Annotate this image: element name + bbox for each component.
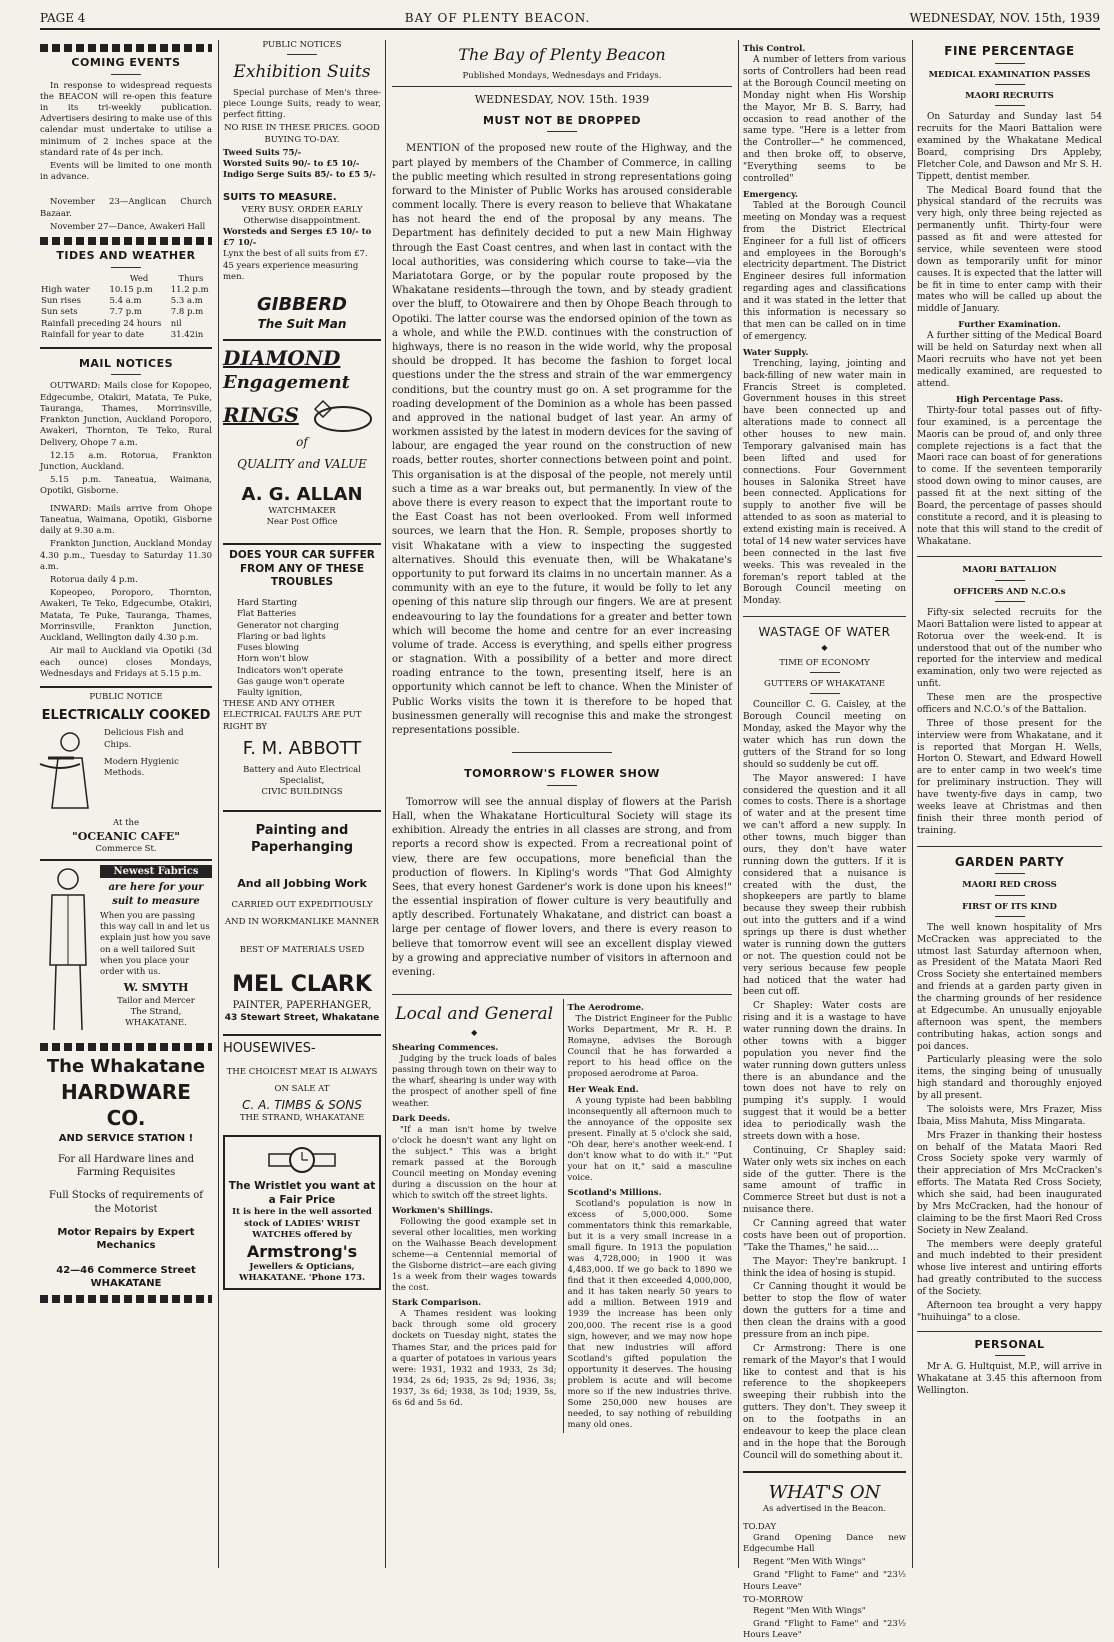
diamond-title: DIAMOND — [223, 345, 341, 370]
personal-heading: PERSONAL — [974, 1337, 1045, 1351]
diamond-ring-icon — [305, 395, 375, 435]
fine-percentage-heading: FINE PERCENTAGE — [944, 44, 1075, 58]
list-item: Generator not charging — [237, 620, 339, 631]
waitress-icon — [40, 728, 100, 818]
wristwatch-icon — [267, 1144, 337, 1176]
page-number: PAGE 4 — [40, 11, 86, 25]
table-row: Rainfall preceding 24 hours nil — [41, 318, 182, 329]
list-item: Flaring or bad lights — [237, 631, 326, 642]
garden-party-heading: GARDEN PARTY — [954, 854, 1065, 869]
car-trouble-title: DOES YOUR CAR SUFFER FROM ANY OF THESE TROUBLES — [229, 548, 375, 589]
table-row: Sun sets 7.7 p.m 7.8 p.m — [41, 307, 204, 318]
mail-heading: MAIL NOTICES — [78, 356, 174, 370]
divider — [40, 237, 212, 245]
editorial-heading: MUST NOT BE DROPPED — [483, 113, 641, 127]
local-general-heading: Local and General — [395, 1004, 554, 1025]
coming-events-heading: COMING EVENTS — [71, 56, 181, 69]
event-item: November 27—Dance, Awakeri Hall — [50, 221, 206, 232]
column-2: PUBLIC NOTICES Exhibition Suits Special purchase of Men's three-piece Lounge Suits, ready to wear, perfect fitting. NO RISE IN THESE PRICES. GOOD BUYING TO-DAY. Tweed Suits 75/- Worsted Suits 90/- to £5 10/- Indigo Serge Suits 85/- to £5 5/- SUITS TO MEASURE. VERY BUSY. ORDER EARLY Otherwise disappointment. Worsteds and Serges £5 10/- to £7 10/- Lynx the best of all suits from £7. 45 years experience measuring men. GIBBERD The Suit Man DIAMOND Engagement RINGS of QUALITY and VALUE A. G. ALLAN WATCHMAKER Near Post Office DOES YOUR CAR SUFFER FROM ANY OF THESE TROUBLES Hard Starting Flat Batteries Generator not charging Flaring or bad lights Fuses blowing Horn won't blow Indicators won't operate Gas gauge won't operate Faulty ignition, THESE AND ANY OTHER ELECTRICAL FAULTS ARE PUT RIGHT BY F. M. ABBOTT Battery and Auto Electrical Specialist, CIVIC BUILDINGS Painting and Paperhanging And all Jobbing Work CARRIED OUT EXPEDITIOUSLY AND IN WORKMANLIKE MANNER BEST OF MATERIALS USED MEL CLARK PAINTER, PAPERHANGER, 43 Stewart Street, Whakatane HOUSEWIVES- THE CHOICEST MEAT IS ALWAYS ON SALE AT C. A. TIMBS & SONS THE STRAND, WHAKATANE The Wristlet you want at a Fair Price It is here in the well assorted stock of LADIES' WRIST WATCHES offered by Armstrong's Jewellers & Opticians, WHAKATANE. 'Phone 173. — [218, 40, 386, 1568]
painting-title: Painting and Paperhanging — [250, 823, 354, 856]
event-item: November 23—Anglican Church Bazaar. — [40, 197, 212, 219]
list-item: Horn won't blow — [237, 654, 309, 665]
cafe-ad-title: ELECTRICALLY COOKED — [41, 708, 211, 724]
list-item: Gas gauge won't operate — [237, 676, 345, 687]
wastage-heading: WASTAGE OF WATER — [758, 625, 891, 640]
armstrongs-name: Armstrong's — [246, 1242, 358, 1262]
editorial-body: MENTION of the proposed new route of the Highway, and the part played by members of the Chamber of Commerce, in calling the public meeting which resulted in strong representations going forward to the Minister of Public Works has aroused considerable comment locally. There is every reason to believe that Whakatane has not heard the end of the proposal by any means. The Department has definitely decided to put a new Main Highway through the East Coast centres, and when last in contact with the local authorities, was considering which course to take—via the Mariatotara Gorge, or by the popular route proposed by the Whakatane residents—through the town, and by steady gradient over the bluff, to Otowairere and then by Ohope Beach through to Opotiki. The latter course was the endorsed opinion of the town as a whole, and while the P.W.D. continues with the construction of highways, there is no reason in the wide world, why the proposal should be dropped. It has become the fashion to forget local questions under the the stress and strain of the war emmergency conditions, but the country must go on. A set programme for the roading development of the Dominion as a whole has been passed and approved in the national budget of last year. An army of workmen assisted by the latest in modern devices for the saving of labour, are engaged the year round on the construction of new roads, better routes, shorter connections between point and point. This organisation is at the disposal of the people, not merely until such a time as a war breaks out, but permanently. In view of the above there is every reason to expect that the important route to the East Coast has not been overlooked. From well informed sources, we learn that the Hon. R. Semple, proposes shortly to visit Whakatane with a view to inspecting the suggested alternatives. Should this evenuate then, will be Whakatane's opportunity to put forward its claims in no uncertain manner. As a community with an eye to the future, it would be folly to let any opening of this nature slip through our fingers. We are at present endeavouring to lay the foundations for a greater and better town which will become the home and centre for an ever increasing volume of trade. Access is everything, and spells either progress or stagnation. With a possibility of a better and more direct roading entrance to the town, presenting itself, here is an opportunity which cannot be left to chance. When the Minister of Public Works visits the town it is therefore to be hoped that businessmen generally will recognise this and make the strongest representations possible. — [392, 143, 732, 737]
tides-table: Wed Thurs High water 10.15 p.m 11.2 p.m Sun rises 5.4 a.m 5.3 a.m Sun sets 7.7 p.m 7.8 p.m Rainfall preceding 24 hours nil Rainfall for year to date 31.42in — [40, 274, 212, 341]
coming-events-text: In response to widespread requests the BEACON will re-open this feature in its tri-weekly publication. Advertisers desiring to make use of this calendar must undertake to utilise a minimum of 2 inches space at the standard rate of 4s per inch. — [40, 80, 212, 158]
column-1: COMING EVENTS In response to widespread requests the BEACON will re-open this feature in its tri-weekly publication. Advertisers desiring to make use of this calendar must undertake to utilise a minimum of 2 inches space at the standard rate of 4s per inch. Events will be limited to one month in advance. November 23—Anglican Church Bazaar. November 27—Dance, Awakeri Hall TIDES AND WEATHER Wed Thurs High water 10.15 p.m 11.2 p.m Sun rises 5.4 a.m 5.3 a.m Sun sets 7.7 p.m 7.8 p.m Rainfall preceding 24 hours nil Rainfall for year to date 31.42in MAIL NOTICES OUTWARD: Mails close for Kopopeo, Edgecumbe, Otakiri, Matata, Te Puke, Tauranga, Thames, Morrinsville, Frankton Junction, Auckland Poroporo, Awakeri, Thornton, Te Teko, Rural Delivery, Ohope 7 a.m. 12.15 a.m. Rotorua, Frankton Junction, Auckland. 5.15 p.m. Taneatua, Waimana, Opotiki, Gisborne. INWARD: Mails arrive from Ohope Taneatua, Waimana, Opotiki, Gisborne daily at 9.30 a.m. Frankton Junction, Auckland Monday 4.30 p.m., Tuesday to Saturday 11.30 a.m. Rotorua daily 4 p.m. Kopeopeo, Poroporo, Thornton, Awakeri, Te Teko, Edgecumbe, Otakiri, Matata, Te Puke, Tauranga, Thames, Morrinsville, Frankton Junction, Auckland, Wellington daily 4.30 p.m. Air mail to Auckland via Opotiki (3d each ounce) closes Mondays, Wednesdays and Fridays at 5.15 p.m. PUBLIC NOTICE ELECTRICALLY COOKED Delicious Fish and Chips. Modern Hygienic Methods. At the "OCEANIC CAFE" Commerce St. Newest Fabrics are here for your suit to measure When you are passing this way call in and let us explain just how you save on a well tailored Suit when you place your order with us. W. SMYTH Tailor and Mercer The Strand, WHAKATANE. The Whakatane HARDWARE CO. AND SERVICE STATION ! For all Hardware lines and Farming Requisites Full Stocks of requirements of the Motorist Motor Repairs by Expert Mechanics 42—46 Commerce Street WHAKATANE — [40, 40, 212, 1568]
gibberd-name: GIBBERD — [256, 294, 347, 316]
column-3: The Bay of Plenty Beacon Published Mondays, Wednesdays and Fridays. WEDNESDAY, NOV. 15th. 1939 MUST NOT BE DROPPED MENTION of the proposed new route of the Highway, and the part played by members of the Chamber of Commerce, in calling the public meeting which resulted in strong representations going forward to the Minister of Public Works has aroused considerable comment locally. There is every reason to believe that Whakatane has not heard the end of the proposal by any means. The Department has definitely decided to put a new Main Highway through the East Coast centres, and when last in contact with the local authorities, was considering which course to take—via the Mariatotara Gorge, or by the popular route proposed by the Whakatane residents—through the town, and by steady gradient over the bluff, to Otowairere and then by Ohope Beach through to Opotiki. The latter course was the endorsed opinion of the town as a whole, and while the P.W.D. continues with the construction of highways, there is no reason in the wide world, why the proposal should be dropped. It has become the fashion to forget local questions under the the stress and strain of the war emmergency conditions, but the country must go on. A set programme for the roading development of the Dominion as a whole has been passed and approved in the national budget of last year. An army of workmen assisted by the latest in modern devices for the saving of labour, are engaged the year round on the construction of new roads, better routes, shorter connections between point and point. This organisation is at the disposal of the people, not merely until such a time as a war breaks out, but permanently. In view of the above there is every reason to expect that the important route to the East Coast has not been overlooked. From well informed sources, we learn that the Hon. R. Semple, proposes shortly to visit Whakatane with a view to inspecting the suggested alternatives. Should this evenuate then, will be Whakatane's opportunity to put forward its claims in no uncertain manner. As a community with an eye to the future, it would be folly to let any opening of this nature slip through our fingers. We are at present endeavouring to lay the foundations for a greater and better town which will become the home and centre for an ever increasing volume of trade. Access is everything, and spells either progress or stagnation. With a possibility of a better and more direct roading entrance to the town, presenting itself, here is an opportunity which cannot be left to chance. When the Minister of Public Works visits the town it is therefore to be hoped that businessmen generally will recognise this and make the strongest representations possible. TOMORROW'S FLOWER SHOW Tomorrow will see the annual display of flowers at the Parish Hall, when the Whakatane Horticultural Society will stage its exhibition. Already the entries in all classes are strong, and from reports a record show is expected. From a recreational point of view, there are few occupations, more beneficial than the production of flowers. In Kipling's words "That God Almighty Sees, that every honest Gardener's work is done upon his knees!" the essential inspiration of flower culture is very beautifully and aptly described. Fortunately Whakatane, and district can boast a large per centage of flower lovers, and there is every reason to believe that tomorrow event will see an excellent display viewed by a growing and appreciative number of visitors in afternoon and evening. Local and General ◆ Shearing Commences. Judging by the truck loads of bales passing through town on their way to the wharf, shearing is under way with the prospect of another spell of fine weather. Dark Deeds. "If a man isn't home by twelve o'clock he doesn't want any light on the subject." This was a bright remark passed at the Borough Council meeting on Monday evening during a discussion on the hour at which to switch off the street lights. Workmen's Shillings. Following the good example set in several other localities, men working on the Waihasse Beach development scheme—a Centennial memorial of the Gisborne district—are each giving 1s a week from their wages towards the cost. Stark Comparison. A Thames resident was looking back through some old grocery dockets on Tuesday night, states the Thames Star, and the prices paid for a quarter of potatoes in various years were: 1931, 1932 and 1933, 2s 3d; 1934, 2s 6d; 1935, 2s 9d; 1936, 3s; 1937, 3s 6d; 1938, 3s 10d; 1939, 5s, 6s 6d and 5s 6d. The Aerodrome. The District Engineer for the Public Works Department, Mr R. H. P. Romayne, advises the Borough Council that he has forwarded a report to his head office on the proposed aerodrome at Paroa. Her Weak End. A young typiste had been babbling inconsequently all afternoon much to the annoyance of the opposite sex present. Finally at 5 o'clock she said, "Oh dear, here's another week-end. I don't know what to do with it." "Put your hat on it," said a masculine voice. Scotland's Millions. Scotland's population is now in excess of 5,000,000. Some commentators think this remarkable, but it is a very small increase in a small figure. In 1913 the population was 4,728,000; in 1900 it was 4,483,000. If we go back to 1890 we find that it then exceeded 4,000,000, and it has taken nearly 50 years to add a million. Between 1919 and 1939 the increase has been only 200,000. The recent rise is a good sign, however, and we may now hope that new industries will afford Scotland's gifted population the opportunity it deserves. The housing problem is acute and will become more so if the new industries thrive. Some 250,000 new houses are needed, to say nothing of rebuilding many old ones. — [392, 40, 732, 1568]
smyth-name: W. SMYTH — [123, 981, 189, 995]
coming-events-note: Events will be limited to one month in advance. — [40, 161, 212, 183]
housewives-title: HOUSEWIVES- — [223, 1041, 316, 1057]
page-header — [40, 8, 1100, 30]
table-row: High water 10.15 p.m 11.2 p.m — [41, 284, 209, 295]
list-item: Fuses blowing — [237, 643, 300, 654]
divider — [40, 1295, 212, 1303]
divider — [40, 44, 212, 52]
page-date: WEDNESDAY, NOV. 15th, 1939 — [909, 11, 1100, 25]
list-item: Indicators won't operate — [237, 665, 343, 676]
column-4: This Control. A number of letters from various sorts of Controllers had been read at the Borough Council meeting on Monday night when His Worship the Mayor, Mr B. S. Barry, had occasion to read another of the same type. "Here is a letter from the Controller—" he commenced, and then broke off, to observe, "Everything seems to be controlled" Emergency. Tabled at the Borough Council meeting on Monday was a request from the District Electrical Engineer for a full list of officers and employees in the Borough's electricity department. The District Engineer desires full information regarding ages and classifications and it was stated in the letter that this information is necessary so that men can be called on in time of emergency. Water Supply. Trenching, laying, jointing and back-filling of new water main in Francis Street is completed. Government houses in this street have been connected up and alterations made to connect all other houses to new main. Temporary galvanised main has been lifted and used for connections. Four Government houses in Salonika Street have been connected. Applications for supply to another five will be attended to as soon as material to extend existing main is received. A total of 14 new water services have been connected in the last five weeks. This was revealed in the foreman's report tabled at the Borough Council meeting on Monday. WASTAGE OF WATER ◆ TIME OF ECONOMY GUTTERS OF WHAKATANE Councillor C. G. Caisley, at the Borough Council meeting on Monday, asked the Mayor why the water which has run down the gutters of the Strand for so long should so suddenly be cut off. The Mayor answered: I have considered the question and it all comes to costs. There is a shortage of water and at the present time we can't afford a new supply. In other towns, much bigger than ours, they don't have water running down the gutters. If it is considered that a nuisance is created with the dust, the shopkeepers are partly to blame because they sweep their rubbish out into the gutters and if a wind springs up there is dust whether water is running down the gutters or not. The question could not be very serious because few people had noticed that the water had been cut off. Cr Shapley: Water costs are rising and it is a wastage to have water running down the drains. In other towns with a bigger population you never find the water running down gutters unless there is an abundance and the town does not have to rely on pumping it's supply. I would suggest that it would be a better idea to periodically wash the streets down with a hose. Continuing, Cr Shapley said: Water only wets six inches on each side of the gutter. There is the same amount of traffic in Commerce Street but dust is not a nuisance there. Cr Canning agreed that water costs have been out of proportion. "Take the Thames," he said.... The Mayor: They're bankrupt. I think the idea of hosing is stupid. Cr Canning thought it would be better to stop the flow of water down the gutters for a time and then clean the drains with a good pressure from an inch pipe. Cr Armstrong: There is one remark of the Mayor's that I would like to contest and that is his reference to the shopkeepers sweeping their rubbish into the gutters. They don't. They sweep it on to the footpaths in an endeavour to keep the place clean and in the hope that the Borough Council will do something about it. WHAT'S ON As advertised in the Beacon. TO.DAY Grand Opening Dance new Edgecumbe Hall Regent "Men With Wings" Grand "Flight to Fame" and "23½ Hours Leave" TO-MORROW Regent "Men With Wings" Grand "Flight to Fame" and "23½ Hours Leave" — [738, 40, 906, 1568]
flower-show-body: Tomorrow will see the annual display of flowers at the Parish Hall, when the Whakatane Horticultural Society will stage its exhibition. Already the entries in all classes are strong, and from reports a record show is expected. From a recreational point of view, there are few occupations, more beneficial than the production of flowers. In Kipling's words "That God Almighty Sees, that every honest Gardener's work is done upon his knees!" the essential inspiration of flower culture is very beautifully and aptly described. Fortunately Whakatane, and district can boast a large per centage of flower lovers, and there is every reason to believe that tomorrow event will see an excellent display viewed by a growing and appreciative number of visitors in afternoon and evening. — [392, 796, 732, 978]
public-notices-label: PUBLIC NOTICES — [262, 40, 342, 50]
tailored-man-icon — [40, 865, 96, 1035]
table-row: Sun rises 5.4 a.m 5.3 a.m — [41, 296, 203, 307]
divider — [40, 1043, 212, 1051]
public-notice-label: PUBLIC NOTICE — [89, 691, 163, 702]
car-trouble-list — [223, 598, 381, 699]
exhibition-suits-title: Exhibition Suits — [233, 62, 371, 83]
cafe-name: "OCEANIC CAFE" — [72, 829, 180, 843]
table-row: Rainfall for year to date 31.42in — [41, 329, 204, 340]
hardware-title: The Whakatane — [46, 1056, 206, 1078]
masthead: The Bay of Plenty Beacon — [458, 45, 666, 64]
timbs-name: C. A. TIMBS & SONS — [242, 1097, 362, 1112]
paper-title: BAY OF PLENTY BEACON. — [404, 11, 591, 25]
tides-heading: TIDES AND WEATHER — [56, 249, 196, 263]
list-item: Flat Batteries — [237, 609, 297, 620]
list-item: Faulty ignition, — [237, 688, 303, 699]
column-5: FINE PERCENTAGE MEDICAL EXAMINATION PASSES MAORI RECRUITS On Saturday and Sunday last 54 recruits for the Maori Battalion were examined by the Whakatane Medical Board, comprising Drs Appleby, Fletcher Cole, and Dawson and Mr S. H. Tippett, dentist member. The Medical Board found that the physical standard of the recruits was very high, only three being rejected as permanently unfit. Thirty-four were passed as fit and were attested for service, while seventeen were stood down as temporarily unfit for minor causes. It is expected that the latter will be fit in time to enter camp with their mates who will be called up about the middle of January. Further Examination. A further sitting of the Medical Board will be held on Saturday next when all Maori recruits who have not yet been medically examined, are requested to attend. High Percentage Pass. Thirty-four total passes out of fifty-four examined, is a percentage the Maoris can be proud of, and only three complete rejections is a fact that the Maori race can boast of for generations to come. If the seventeen temporarily stood down owing to minor causes, are passed fit at the next sitting of the Board, the percentage of passes should constitute a record, and it is pleasing to note that this will stand to the credit of Whakatane. MAORI BATTALION OFFICERS AND N.C.O.s Fifty-six selected recruits for the Maori Battalion were listed to appear at Rotorua over the week-end. It is understood that out of the number who reported for the interview and medical examination, only two were rejected as unfit. These men are the prospective officers and N.C.O.'s of the Battalion. Three of those present for the interview were from Whakatane, and it is reported that Morgan H. Wells, Horton O. Stewart, and Edward Howell are to enter camp in two week's time for preliminary instruction. They will have twenty-five days in camp, two weeks leave at Christmas and then finish their three month period of training. GARDEN PARTY MAORI RED CROSS FIRST OF ITS KIND The well known hospitality of Mrs McCracken was appreciated to the utmost last Saturday afternoon when, as President of the Matata Maori Red Cross Society she entertained members and friends at a garden party given in the charming grounds of her residence at Edgecumbe. An unusually enjoyable afternoon was spent, the members contributing hakas, action songs and poi dances. Particularly pleasing were the solo items, the singing being of unusually high standard and thoroughly enjoyed by all present. The soloists were, Mrs Frazer, Miss Ibaia, Miss Mahuta, Miss Mingarata. Mrs Frazer in thanking their hostess on behalf of the Matata Maori Red Cross Society spoke very warmly of their appreciation of Mrs McCracken's efforts. The Matata Red Cross Society, which she said, had been inaugurated by Mrs McCracken, had the honour of claiming to be the first Maori Red Cross Society in New Zealand. The members were deeply grateful and much indebted to their president whose live interest and untiring efforts had greatly contributed to the success of the Society. Afternoon tea brought a very happy "huihuinga" to a close. PERSONAL Mr A. G. Hultquist, M.P., will arrive in Whakatane at 3.45 this afternoon from Wellington. — [912, 40, 1102, 1568]
allan-name: A. G. ALLAN — [241, 483, 363, 505]
abbott-name: F. M. ABBOTT — [242, 737, 362, 759]
editorial-date: WEDNESDAY, NOV. 15th. 1939 — [474, 93, 650, 107]
flower-show-heading: TOMORROW'S FLOWER SHOW — [464, 767, 660, 781]
mel-clark-name: MEL CLARK — [232, 972, 372, 998]
published-line: Published Mondays, Wednesdays and Fridays. — [392, 71, 732, 87]
whats-on-heading: WHAT'S ON — [768, 1481, 881, 1503]
smyth-ad-banner: Newest Fabrics — [100, 865, 212, 878]
maori-battalion-heading: MAORI BATTALION — [962, 565, 1057, 576]
list-item: Hard Starting — [237, 598, 298, 609]
